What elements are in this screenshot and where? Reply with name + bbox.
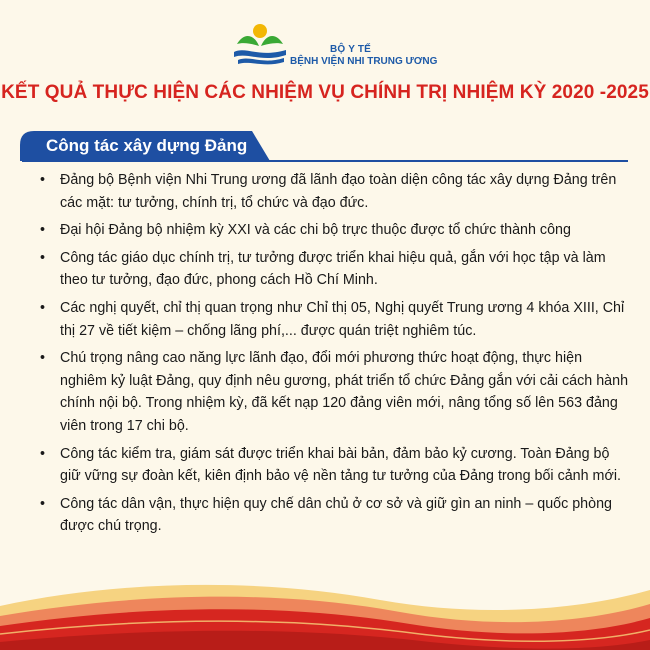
bullet-marker: • <box>40 350 46 367</box>
list-item <box>40 347 630 437</box>
list-item-text: Đại hội Đảng bộ nhiệm kỳ XXI và các chi bộ trực thuộc được tổ chức thành công <box>60 222 571 239</box>
bullet-marker: • <box>40 249 46 266</box>
decorative-waves <box>0 560 650 650</box>
section-divider <box>22 160 628 162</box>
org-parent-name: BỘ Y TẾ <box>330 44 372 55</box>
bullet-marker: • <box>40 222 46 239</box>
list-item <box>40 247 630 292</box>
hospital-logo-icon <box>232 22 288 68</box>
list-item-text: Công tác giáo dục chính trị, tư tưởng được triển khai hiệu quả, gắn với học tập và làm theo tư tưởng, đạo đức, phong cách Hồ Chí Minh. <box>60 249 606 289</box>
section-title: Công tác xây dựng Đảng <box>46 136 248 155</box>
list-item-text: Các nghị quyết, chỉ thị quan trọng như Chỉ thị 05, Nghị quyết Trung ương 4 khóa XIII, Chỉ thị 27 về tiết kiệm – chống lãng phí,... được quán triệt nghiêm túc. <box>60 299 625 339</box>
page-title: KẾT QUẢ THỰC HIỆN CÁC NHIỆM VỤ CHÍNH TRỊ NHIỆM KỲ 2020 -2025 <box>1 82 649 103</box>
org-hospital-name: BỆNH VIỆN NHI TRUNG ƯƠNG <box>290 56 438 67</box>
bullet-marker: • <box>40 172 46 188</box>
list-item <box>40 219 630 242</box>
list-item <box>40 443 630 488</box>
hospital-logo <box>232 22 438 68</box>
list-item <box>40 297 630 342</box>
list-item-text: Công tác dân vận, thực hiện quy chế dân chủ ở cơ sở và giữ gìn an ninh – quốc phòng được chú trọng. <box>60 495 612 535</box>
list-item-text: Công tác kiểm tra, giám sát được triển khai bài bản, đảm bảo kỷ cương. Toàn Đảng bộ giữ vững sự đoàn kết, kiên định bảo vệ nền tảng tư tưởng của Đảng trong bối cảnh mới. <box>60 445 621 485</box>
bullet-marker: • <box>40 495 46 512</box>
list-item-text: Chú trọng nâng cao năng lực lãnh đạo, đổi mới phương thức hoạt động, thực hiện nghiêm kỷ luật Đảng, quy định nêu gương, phát triển tổ chức Đảng gắn với cải cách hành chính nội bộ. Trong nhiệm kỳ, đã kết nạp 120 đảng viên mới, nâng tổng số lên 563 đảng viên trong 17 chi bộ. <box>60 350 629 434</box>
bullet-marker: • <box>40 445 46 462</box>
achievement-list <box>40 169 630 543</box>
section-header <box>20 131 270 161</box>
list-item <box>40 169 630 214</box>
list-item <box>40 493 630 538</box>
bullet-marker: • <box>40 299 46 316</box>
list-item-text: Đảng bộ Bệnh viện Nhi Trung ương đã lãnh đạo toàn diện công tác xây dựng Đảng trên các mặt: tư tưởng, chính trị, tổ chức và đạo đức. <box>60 172 617 211</box>
